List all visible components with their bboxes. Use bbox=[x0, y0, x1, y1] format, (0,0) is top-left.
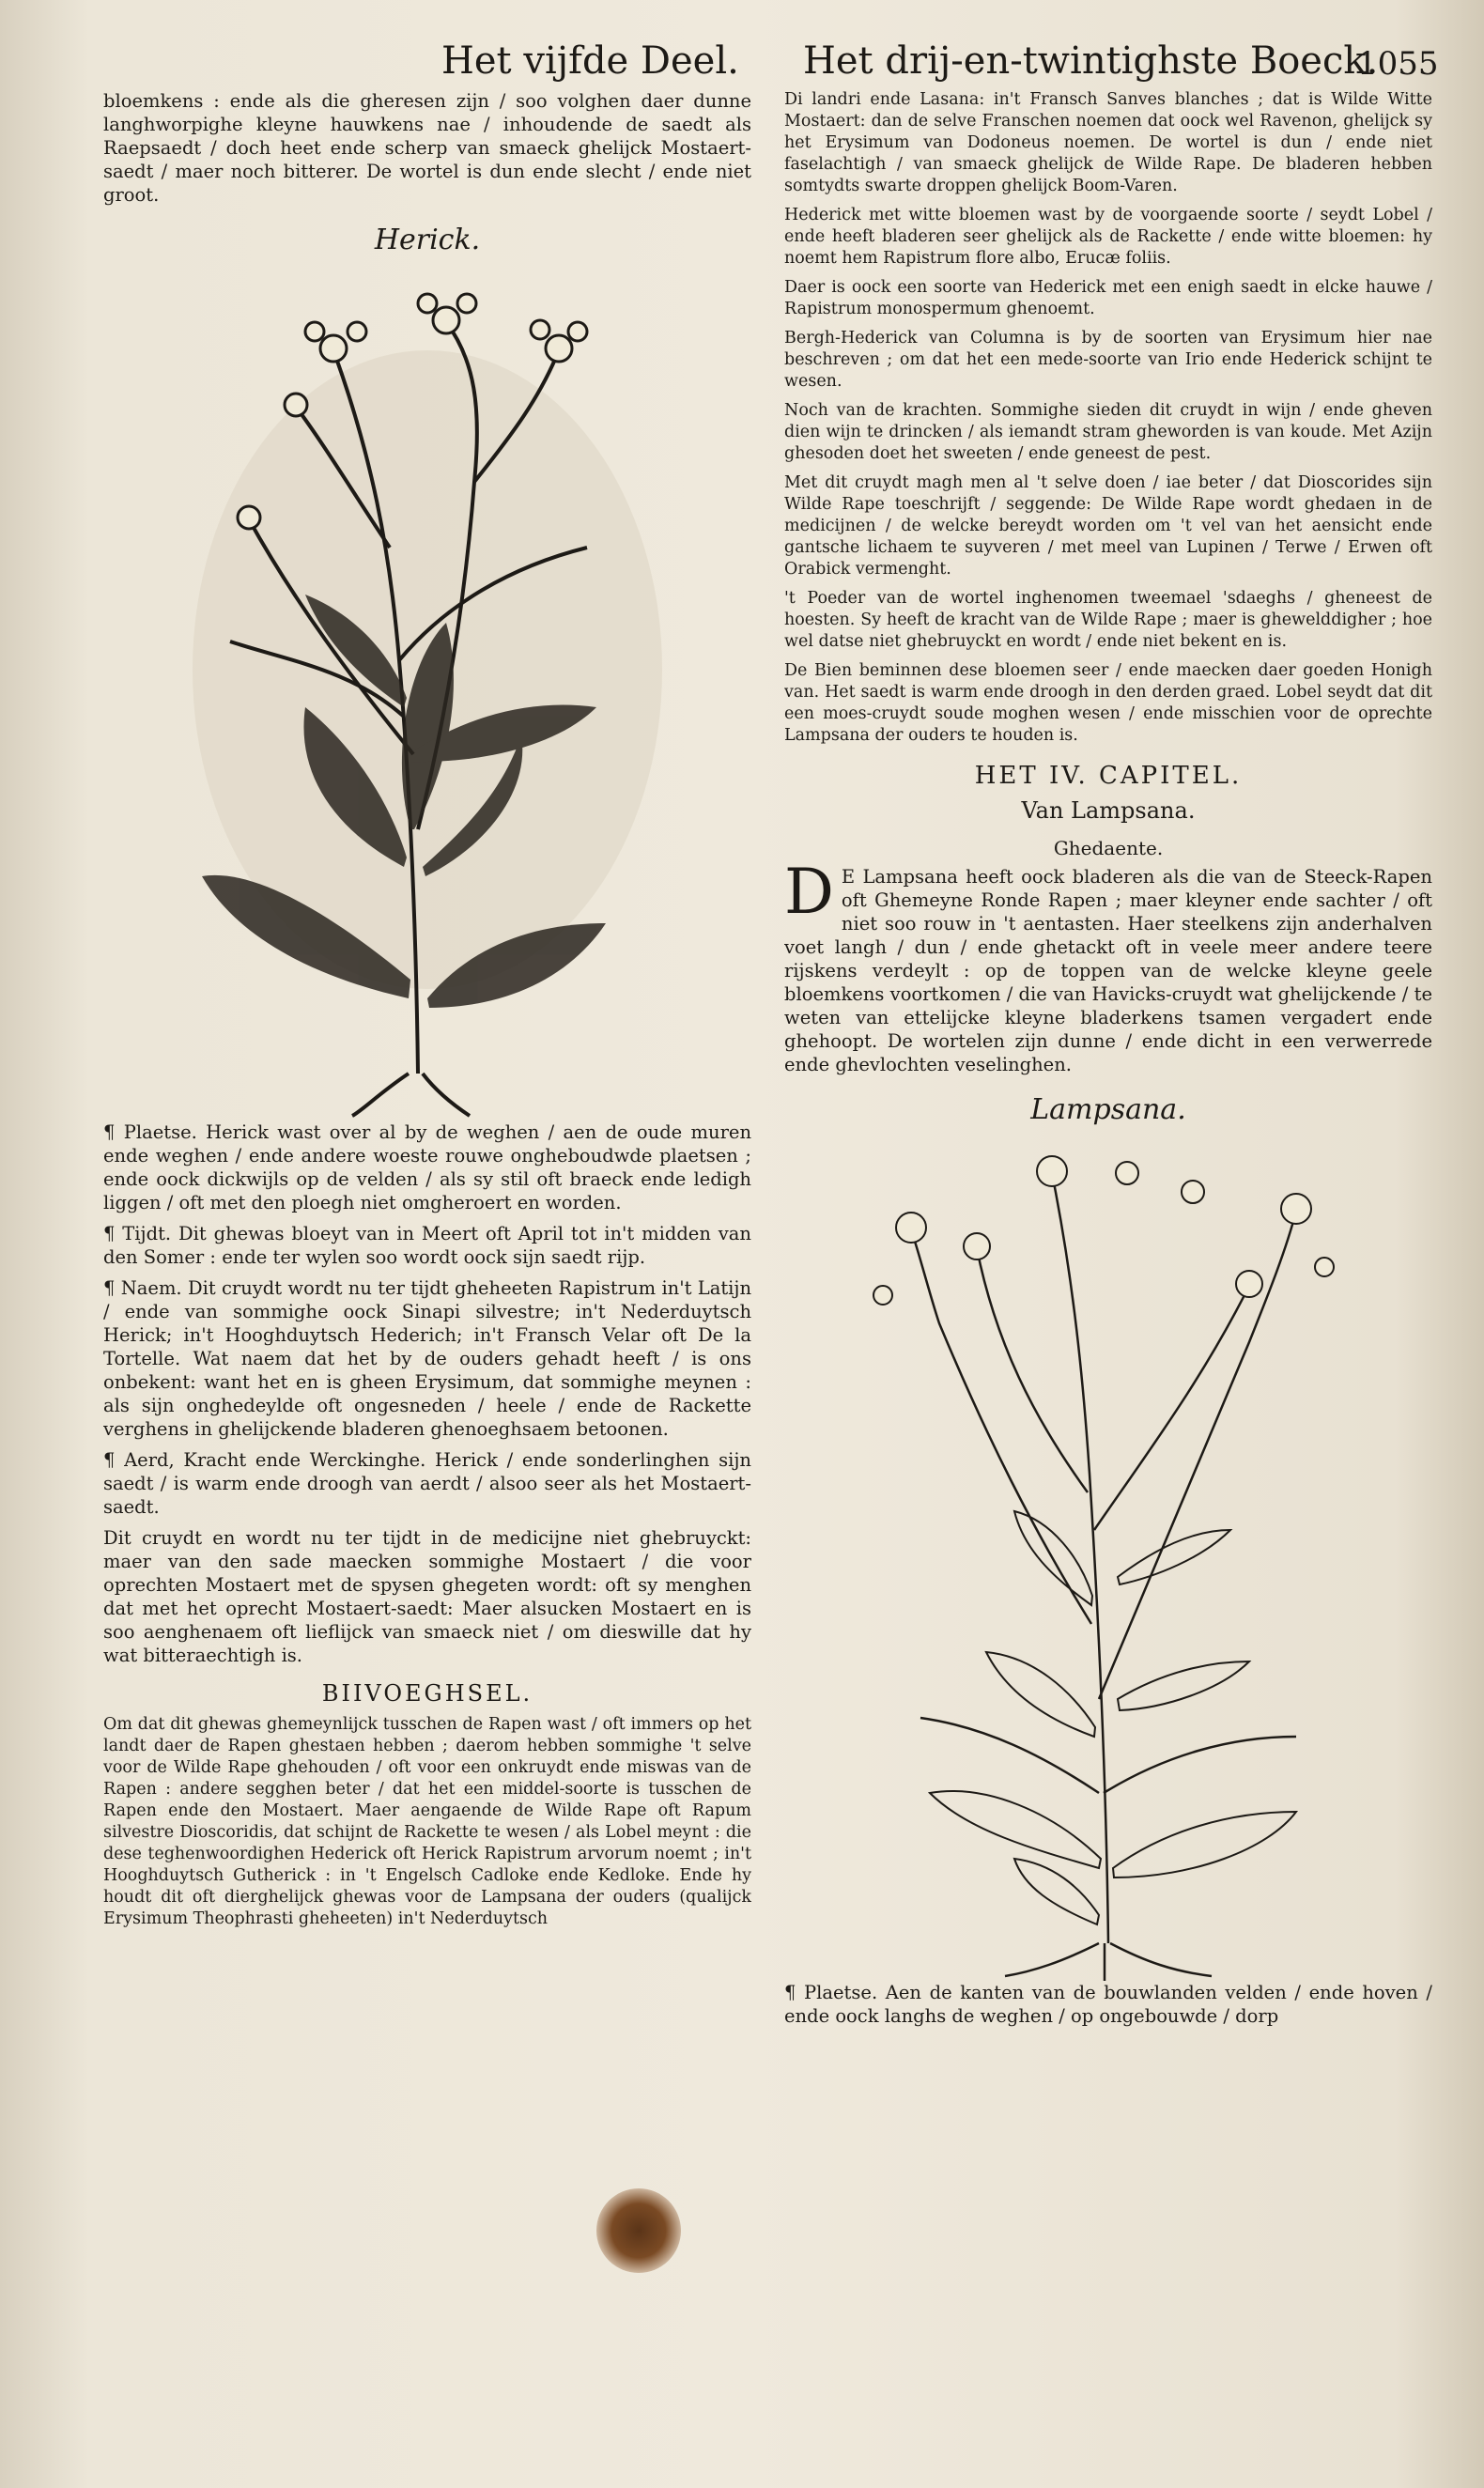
running-head-book: Het drij-en-twintighste Boeck. bbox=[803, 39, 1379, 83]
chapter-subtitle: Van Lampsana. bbox=[1021, 797, 1196, 824]
paragraph-bergh-hederick: Bergh-Hederick van Columna is by de soorten van Erysimum hier nae beschreven ; om dat het een mede-soorte van Irio ende Hederick schijnt te wesen. bbox=[784, 329, 1432, 391]
paragraph-krachten: Noch van de krachten. Sommighe sieden dit cruydt in wijn / ende gheven dien wijn te drincken / als iemandt stram gheworden is van koude. Met Azijn ghesoden doet het sweeten / ende geneest de pest. bbox=[784, 401, 1432, 463]
paragraph-plaetse: ¶ Plaetse. Herick wast over al by de weghen / aen de oude muren ende weghen / ende andere woeste rouwe ongheboudwde plaetsen ; ende oock dickwijls op de velden / als sy stil oft braeck ende ledigh liggen / oft met den ploegh niet omgheroert en worden. bbox=[103, 1121, 751, 1213]
left-column bbox=[103, 89, 751, 2249]
figure-title-lampsana: Lampsana. bbox=[1030, 1093, 1186, 1126]
running-head-part: Het vijfde Deel. bbox=[441, 39, 739, 83]
paragraph-monospermum: Daer is oock een soorte van Hederick met een enigh saedt in elcke hauwe / Rapistrum monospermum ghenoemt. bbox=[784, 278, 1432, 318]
lampsana-plant-drawing bbox=[845, 1136, 1371, 1981]
paragraph-bijvoeghsel: Om dat dit ghewas ghemeynlijck tusschen de Rapen wast / oft immers op het landt daer de Rapen ghestaen hebben ; daerom hebben sommighe 't selve voor de Wilde Rape ghehouden / oft voor een onkruydt ende miswas van de Rapen : andere segghen beter / dat het een middel-soorte is tusschen de Rapen ende den Mostaert. Maer aengaende de Wilde Rape oft Rapum silvestre Dioscoridis, dat schijnt de Rackette te wesen / als Lobel meynt : die dese teghenwoordighen Hederick oft Herick Rapistrum arvorum noemt ; in't Hooghduytsch Gutherick : in 't Engelsch Cadloke ende Kedloke. Ende hy houdt dit oft dierghelijck ghewas voor de Lampsana der ouders (qualijck Erysimum Theophrasti gheheeten) in't Nederduytsch bbox=[103, 1715, 751, 1928]
herick-plant-drawing bbox=[164, 266, 690, 1120]
paragraph-aerd-kracht: ¶ Aerd, Kracht ende Werckinghe. Herick / ende sonderlinghen sijn saedt / is warm ende droogh van aerdt / alsoo seer als het Mostaert-saedt. bbox=[103, 1449, 751, 1518]
paragraph-lampsana-description bbox=[784, 856, 1432, 1076]
herick-woodcut-illustration bbox=[164, 266, 690, 1120]
paragraph-gebruik: Dit cruydt en wordt nu ter tijdt in de medicijne niet ghebruyckt: maer van den sade maecken sommighe Mostaert / die voor oprechten Mostaert met de spysen ghegeten wordt: oft sy menghen dat met het oprecht Mostaert-saedt: Maer alsucken Mostaert en is soo aenghenaem oft lieflijck van smaeck niet / om dieswille dat hy wat bitteraechtigh is. bbox=[103, 1527, 751, 1666]
section-title-bijvoeghsel: BIIVOEGHSEL. bbox=[321, 1680, 533, 1707]
paragraph-dioscorides: Met dit cruydt magh men al 't selve doen / iae beter / dat Dioscorides sijn Wilde Rape toeschrijft / seggende: De Wilde Rape wordt ghedaen in de medicijnen / de welcke bereydt worden om 't vel van het aensicht ende gantsche lichaem te suyveren / met meel van Lupinen / Terwe / Erwen oft Orabick vermenght. bbox=[784, 473, 1432, 579]
lampsana-woodcut-illustration bbox=[845, 1136, 1371, 1981]
intro-paragraph: bloemkens : ende als die gheresen zijn / soo volghen daer dunne langhworpighe kleyne hauwkens nae / inhoudende de saedt als Raepsaedt / doch heet ende scherp van smaeck ghelijck Mostaert-saedt / maer noch bitterer. De wortel is dun ende slecht / ende niet groot. bbox=[103, 90, 751, 206]
paragraph-naem: ¶ Naem. Dit cruydt wordt nu ter tijdt gheheeten Rapistrum in't Latijn / ende van sommighe oock Sinapi silvestre; in't Nederduytsch Herick; in't Hooghduytsch Hederich; in't Fransch Velar oft De la Tortelle. Wat naem dat het by de ouders gehadt heeft / is ons onbekent: want het en is gheen Erysimum, dat sommighe meynen : als sijn onghedeylde oft ongesneden / heele / ende de Rackette verghens in ghelijckende bladeren ghenoeghsaem betoonen. bbox=[103, 1277, 751, 1440]
lampsana-description-text: E Lampsana heeft oock bladeren als die van de Steeck-Rapen oft Ghemeyne Ronde Rapen ; maer kleyner ende sachter / oft niet soo rouw in 't aentasten. Haer steelkens zijn anderhalven voet langh / dun / ende ghetackt oft in veele meer andere teere rijskens verdeylt : op de toppen van de welcke kleyne geele bloemkens voortkomen / die van Havicks-cruydt wat ghelijckende / te weten van ettelijcke kleyne bladerkens tsamen vergadert ende ghehoopt. De wortelen zijn dunne / ende dicht in een verwerrede ende ghevlochten veselinghen. bbox=[784, 866, 1432, 1075]
paragraph-lampsana-plaetse: ¶ Plaetse. Aen de kanten van de bouwlanden velden / ende hoven / ende oock langhs de weghen / op ongebouwde / dorp bbox=[784, 1982, 1432, 2027]
subsection-ghedaente: Ghedaente. bbox=[1053, 837, 1164, 859]
paragraph-tijdt: ¶ Tijdt. Dit ghewas bloeyt van in Meert oft April tot in't midden van den Somer : ende ter wylen soo wordt oock sijn saedt rijp. bbox=[103, 1223, 751, 1268]
chapter-title: HET IV. CAPITEL. bbox=[974, 762, 1243, 790]
paragraph-di-landri: Di landri ende Lasana: in't Fransch Sanves blanches ; dat is Wilde Witte Mostaert: dan de selve Franschen noemen dat oock wel Ravenon, ghelijck sy het Erysimum van Dodoneus noemen. De wortel is dun / ende niet faselachtigh / van smaeck ghelijck de Wilde Rape. De bladeren hebben somtydts swarte droppen ghelijck Boom-Varen. bbox=[784, 90, 1432, 195]
drop-cap-initial: D bbox=[784, 856, 834, 928]
page-number: 1055 bbox=[1357, 45, 1439, 83]
paragraph-bien: De Bien beminnen dese bloemen seer / ende maecken daer goeden Honigh van. Het saedt is warm ende droogh in den derden graed. Lobel seydt dat dit een moes-cruydt soude moghen wesen / ende misschien voor de oprechte Lampsana der ouders te houden is. bbox=[784, 661, 1432, 745]
paragraph-hederick-witte: Hederick met witte bloemen wast by de voorgaende soorte / seydt Lobel / ende heeft bladeren seer ghelijck als de Rackette / ende witte bloemen: hy noemt hem Rapistrum flore albo, Erucæ foliis. bbox=[784, 206, 1432, 268]
paper-stain bbox=[596, 2188, 681, 2273]
right-column bbox=[784, 89, 1432, 2249]
figure-title-herick: Herick. bbox=[374, 224, 481, 256]
paragraph-poeder: 't Poeder van de wortel inghenomen tweemael 'sdaeghs / gheneest de hoesten. Sy heeft de kracht van de Wilde Rape ; maer is ghewelddigher ; hoe wel datse niet ghebruyckt en wordt / ende niet bekent en is. bbox=[784, 589, 1432, 651]
